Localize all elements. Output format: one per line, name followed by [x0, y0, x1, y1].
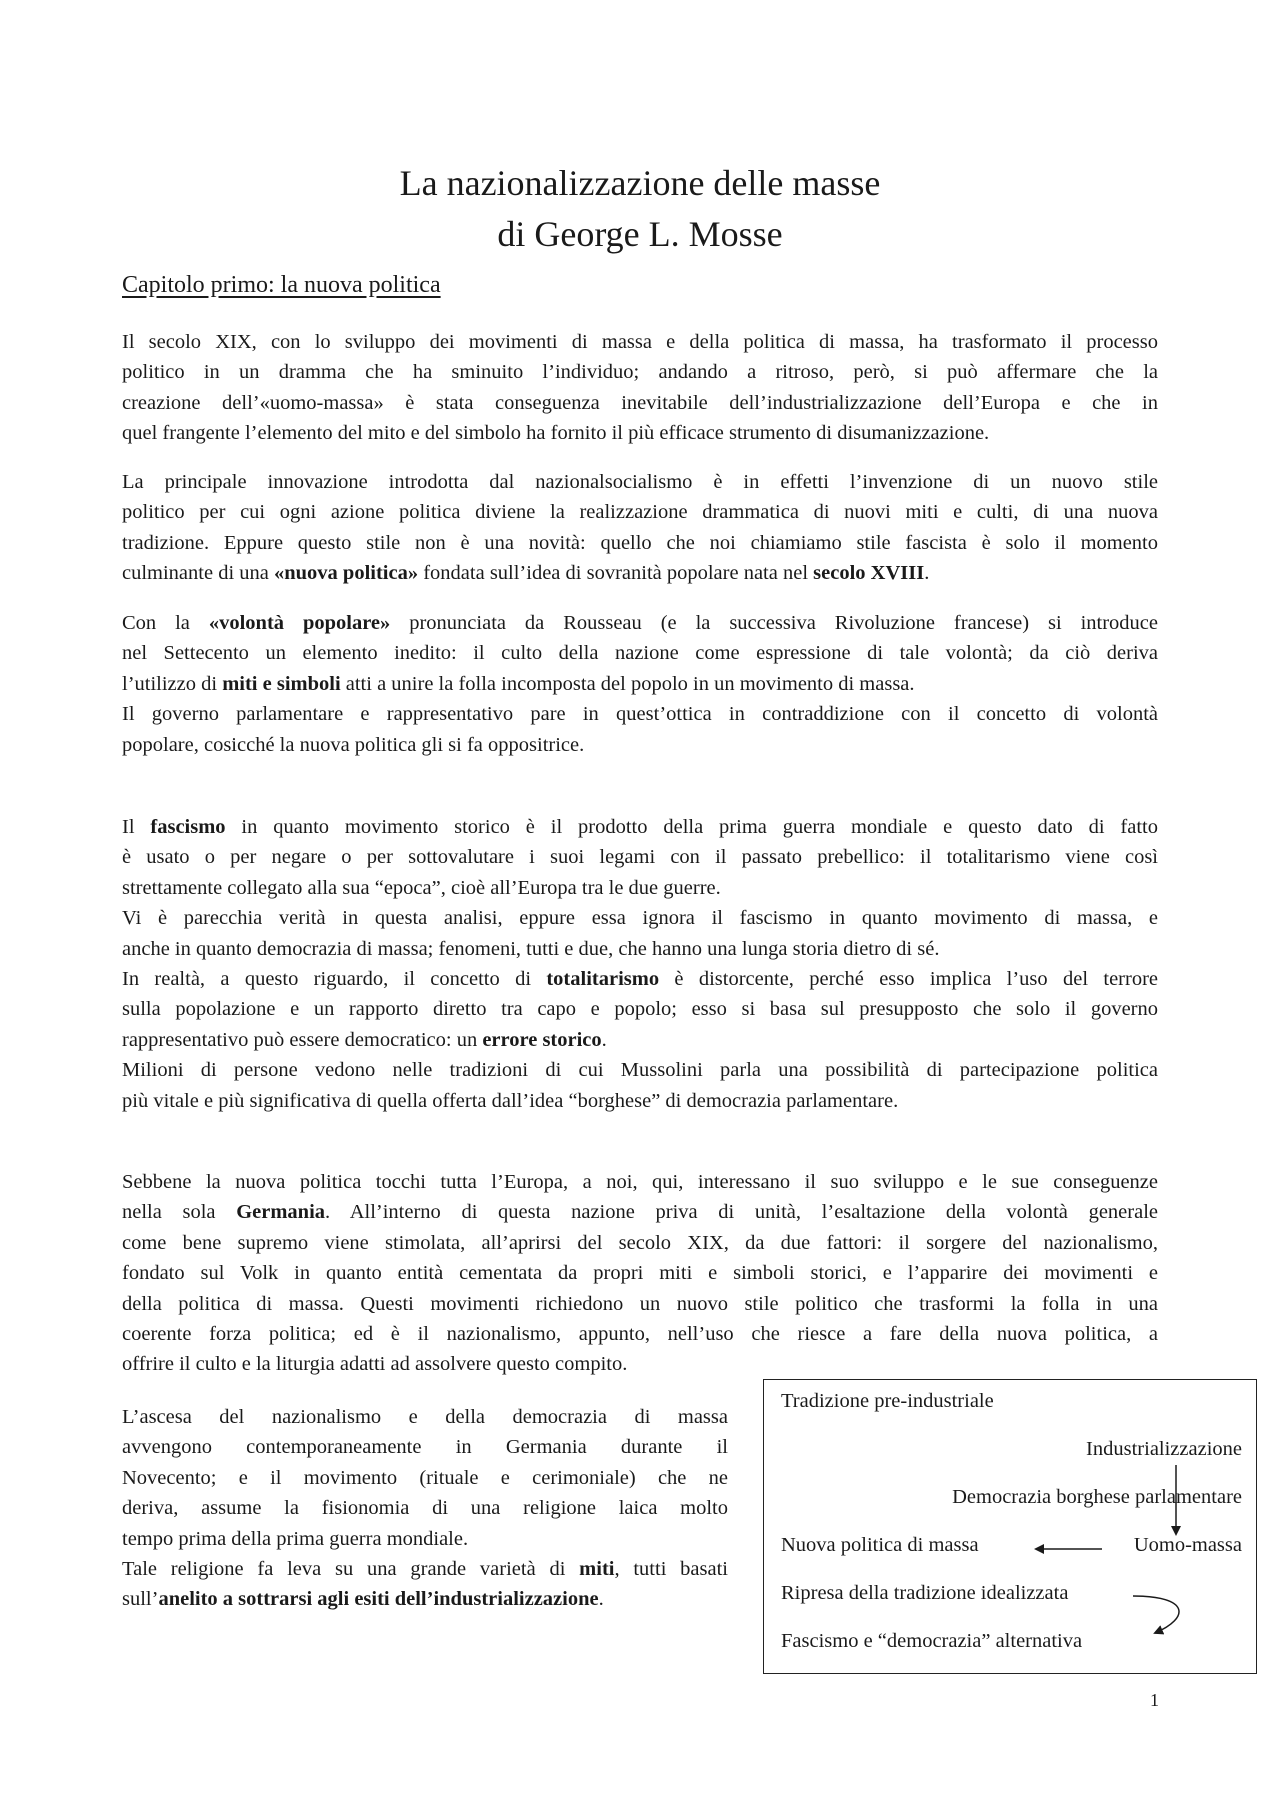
arrow-curve-icon: [1133, 1596, 1179, 1633]
p2-line: La principale innovazione introdotta dal nazionalsocialismo è in effetti l’invenzione di un nuovo stile: [122, 471, 1158, 493]
title-line-2: di George L. Mosse: [497, 214, 783, 254]
diagram-item-democrazia-borghese: Democrazia borghese parlamentare: [952, 1486, 1242, 1508]
diagram-item-nuova-politica: Nuova politica di massa: [781, 1534, 979, 1556]
p1-line: politico in un dramma che ha sminuito l’individuo; andando a ritroso, però, si può affermare che la: [122, 361, 1158, 384]
p4-line: anche in quanto democrazia di massa; fenomeni, tutti e due, che hanno una lunga storia dietro di sé.: [122, 937, 940, 960]
p5-line: come bene supremo viene stimolata, all’aprirsi del secolo XIX, da due fattori: il sorgere del nazionalismo,: [122, 1231, 1158, 1254]
chapter-heading: Capitolo primo: la nuova politica: [122, 272, 441, 298]
diagram-item-tradizione: Tradizione pre-industriale: [781, 1390, 994, 1412]
p4-line: più vitale e più significativa di quella offerta dall’idea “borghese” di democrazia parlamentare.: [122, 1089, 899, 1112]
p6-line: tempo prima della prima guerra mondiale.: [122, 1527, 469, 1550]
miti-simboli-bold: miti e simboli: [222, 672, 341, 695]
p3-line: nel Settecento un elemento inedito: il culto della nazione come espressione di tale volontà; da ciò deriva: [122, 642, 1158, 665]
diagram-item-fascismo: Fascismo e “democrazia” alternativa: [781, 1630, 1083, 1652]
p6-line: L’ascesa del nazionalismo e della democrazia di massa: [122, 1406, 728, 1428]
p3-line: Con la «volontà popolare» pronunciata da Rousseau (e la successiva Rivoluzione francese) si introduce: [122, 612, 1158, 634]
secolo-xviii-bold: secolo XVIII: [813, 562, 925, 585]
p4-line: sulla popolazione e un rapporto diretto tra capo e popolo; esso si basa sul presupposto che solo il governo: [122, 998, 1158, 1021]
p5-line: nella sola Germania. All’interno di questa nazione priva di unità, l’esaltazione della volontà generale: [122, 1201, 1158, 1224]
p2-line: culminante di una «nuova politica» fondata sull’idea di sovranità popolare nata nel secolo XVIII.: [122, 562, 930, 585]
p5-line: coerente forza politica; ed è il nazionalismo, appunto, nell’uso che riesce a fare della nuova politica, a: [122, 1323, 1158, 1346]
p1-line: Il secolo XIX, con lo sviluppo dei movimenti di massa e della politica di massa, ha trasformato il processo: [122, 331, 1158, 353]
p6-line: Novecento; e il movimento (rituale e cerimoniale) che ne: [122, 1466, 728, 1489]
anelito-bold: anelito a sottrarsi agli esiti dell’industrializzazione: [158, 1588, 599, 1611]
nuova-politica-bold: «nuova politica»: [274, 562, 419, 585]
p4-line: strettamente collegato alla sua “epoca”, cioè all’Europa tra le due guerre.: [122, 876, 721, 899]
p5-line: della politica di massa. Questi movimenti richiedono un nuovo stile politico che trasformi la folla in una: [122, 1292, 1158, 1315]
title-line-1: La nazionalizzazione delle masse: [399, 163, 881, 203]
p1-line: creazione dell’«uomo-massa» è stata conseguenza inevitabile dell’industrializzazione dell’Europa e che in: [122, 391, 1158, 414]
p6-line: deriva, assume la fisionomia di una religione laica molto: [122, 1497, 728, 1520]
p6-line: avvengono contemporaneamente in Germania durante il: [122, 1436, 728, 1459]
p6-line: Tale religione fa leva su una grande varietà di miti, tutti basati: [122, 1558, 728, 1581]
diagram-item-ripresa-tradizione: Ripresa della tradizione idealizzata: [781, 1582, 1069, 1604]
p4-line: In realtà, a questo riguardo, il concetto di totalitarismo è distorcente, perché esso implica l’uso del terrore: [122, 968, 1158, 991]
p5-line: Sebbene la nuova politica tocchi tutta l’Europa, a noi, qui, interessano il suo sviluppo e le sue conseguenze: [122, 1171, 1158, 1193]
p1-line: quel frangente l’elemento del mito e del simbolo ha fornito il più efficace strumento di disumanizzazione.: [122, 422, 990, 445]
p5-line: fondato sul Volk in quanto entità cementata da propri miti e simboli storici, e l’apparire dei movimenti e: [122, 1262, 1158, 1285]
totalitarismo-bold: totalitarismo: [546, 968, 660, 991]
errore-storico-bold: errore storico: [482, 1028, 602, 1051]
diagram-item-industrializzazione: Industrializzazione: [1086, 1438, 1242, 1460]
p4-line: Il fascismo in quanto movimento storico è il prodotto della prima guerra mondiale e questo dato di fatto: [122, 816, 1158, 838]
p6-line: sull’anelito a sottrarsi agli esiti dell’industrializzazione.: [122, 1588, 604, 1611]
p4-line: Vi è parecchia verità in questa analisi, eppure essa ignora il fascismo in quanto movimento di massa, e: [122, 907, 1158, 930]
germania-bold: Germania: [236, 1201, 326, 1224]
diagram-item-uomo-massa: Uomo-massa: [1133, 1534, 1242, 1556]
miti-bold: miti: [579, 1558, 615, 1581]
fascismo-bold: fascismo: [150, 816, 226, 838]
p5-line: offrire il culto e la liturgia adatti ad assolvere questo compito.: [122, 1353, 628, 1376]
p4-line: Milioni di persone vedono nelle tradizioni di cui Mussolini parla una possibilità di partecipazione politica: [122, 1059, 1158, 1082]
p4-line: rappresentativo può essere democratico: un errore storico.: [122, 1028, 607, 1051]
p3-line: popolare, cosicché la nuova politica gli si fa oppositrice.: [122, 733, 585, 756]
p3-line: Il governo parlamentare e rappresentativo pare in quest’ottica in contraddizione con il concetto di volontà: [122, 703, 1158, 726]
p4-line: è usato o per negare o per sottovalutare i suoi legami con il passato prebellico: il totalitarismo viene così: [122, 846, 1158, 869]
p3-line: l’utilizzo di miti e simboli atti a unire la folla incomposta del popolo in un movimento di massa.: [122, 672, 915, 695]
page-number: 1: [1150, 1690, 1159, 1710]
volonta-popolare-bold: «volontà popolare»: [208, 612, 391, 634]
p2-line: politico per cui ogni azione politica diviene la realizzazione drammatica di nuovi miti e culti, di una nuova: [122, 501, 1158, 524]
p2-line: tradizione. Eppure questo stile non è una novità: quello che noi chiamiamo stile fascista è solo il momento: [122, 531, 1158, 554]
